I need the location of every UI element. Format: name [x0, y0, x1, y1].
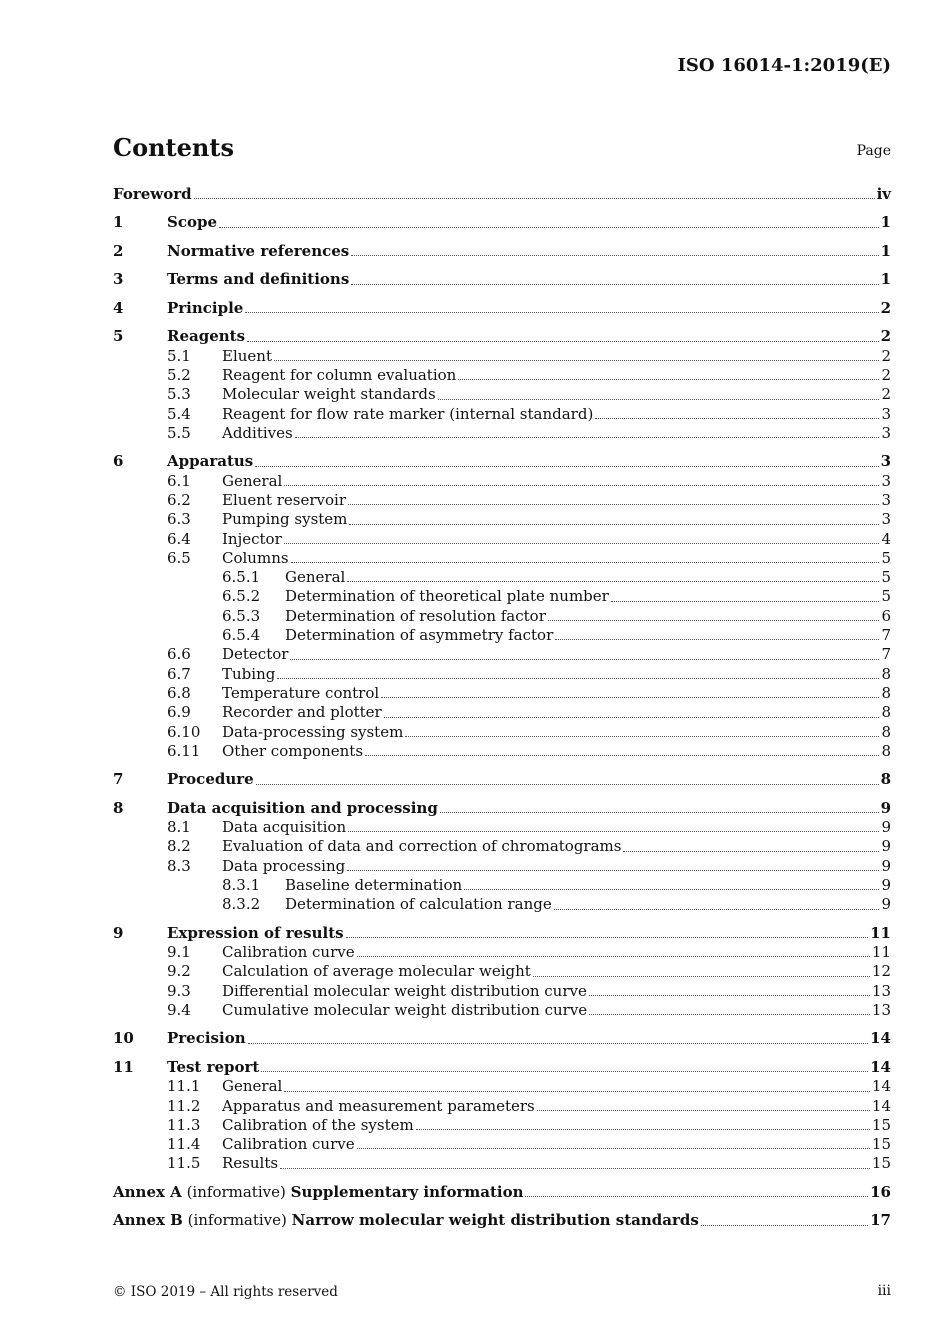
toc-entry-title: Data-processing system — [222, 722, 404, 741]
toc-entry-page: 8 — [881, 683, 891, 702]
dot-leader — [261, 1071, 868, 1072]
toc-entry-title: Calibration curve — [222, 1135, 355, 1154]
toc-entry-title: Evaluation of data and correction of chromatograms — [222, 837, 622, 856]
toc-entry-number: 6.9 — [167, 703, 191, 722]
dot-leader — [277, 678, 879, 679]
toc-entry-title: Terms and definitions — [167, 270, 350, 289]
toc-entry-number: 5.2 — [167, 366, 191, 385]
toc-entry-page: 9 — [881, 895, 891, 914]
toc-entry-title: Calibration curve — [222, 943, 355, 962]
toc-entry-page: 11 — [871, 943, 891, 962]
toc-entry[interactable] — [113, 770, 891, 789]
page-column-label: Page — [856, 143, 891, 159]
toc-entry-page: 3 — [880, 452, 891, 471]
toc-entry-page: 2 — [881, 346, 891, 365]
toc-entry-title: Eluent reservoir — [222, 490, 347, 509]
toc-entry-page: 8 — [881, 703, 891, 722]
toc-entry[interactable] — [113, 185, 891, 204]
annex-heading — [113, 1211, 699, 1230]
dot-leader — [280, 1168, 870, 1169]
dot-leader — [245, 312, 878, 313]
toc-entry-title: General — [285, 568, 346, 587]
toc-entry-page: 16 — [870, 1182, 891, 1201]
toc-entry-number: 5.1 — [167, 346, 191, 365]
toc-entry-number: 11.5 — [167, 1154, 201, 1173]
toc-entry-title: Recorder and plotter — [222, 703, 382, 722]
toc-entry-number: 8.3 — [167, 856, 191, 875]
toc-entry-number: 3 — [113, 270, 124, 289]
toc-entry-page: 3 — [881, 423, 891, 442]
toc-entry[interactable] — [113, 895, 891, 914]
dot-leader — [589, 995, 870, 996]
toc-entry-page: 9 — [881, 818, 891, 837]
toc-entry-title: Cumulative molecular weight distribution curve — [222, 1000, 588, 1019]
toc-entry[interactable] — [113, 549, 891, 568]
toc-entry-page: 7 — [881, 626, 891, 645]
toc-entry-title: Molecular weight standards — [222, 385, 436, 404]
toc-entry-title: Data processing — [222, 856, 346, 875]
toc-entry-page: 15 — [871, 1154, 891, 1173]
annex-label: Annex A — [113, 1182, 182, 1201]
dot-leader — [548, 620, 880, 621]
toc-entry-title: Normative references — [167, 241, 350, 260]
dot-leader — [438, 399, 880, 400]
toc-entry[interactable] — [113, 1001, 891, 1020]
toc-entry[interactable] — [113, 385, 891, 404]
toc-entry-page: 5 — [881, 587, 891, 606]
toc-entry-page: 3 — [881, 471, 891, 490]
dot-leader — [351, 255, 878, 256]
toc-entry-page: 8 — [881, 722, 891, 741]
toc-entry[interactable] — [113, 924, 891, 943]
dot-leader — [291, 562, 880, 563]
toc-entry[interactable] — [113, 1097, 891, 1116]
toc-entry-page: 9 — [881, 856, 891, 875]
toc-entry-title: Other components — [222, 741, 364, 760]
dot-leader — [416, 1129, 870, 1130]
toc-entry[interactable] — [113, 607, 891, 626]
toc-entry[interactable] — [113, 962, 891, 981]
toc-entry-page: 1 — [880, 213, 891, 232]
dot-leader — [290, 659, 879, 660]
dot-leader — [284, 543, 880, 544]
dot-leader — [405, 736, 879, 737]
toc-annex-entry[interactable] — [113, 1183, 891, 1202]
toc-entry[interactable] — [113, 1029, 891, 1048]
toc-entry-number: 5.3 — [167, 385, 191, 404]
dot-leader — [194, 198, 875, 199]
toc-entry-page: 9 — [881, 876, 891, 894]
toc-entry-number: 9 — [113, 923, 124, 942]
toc-entry-number: 8.1 — [167, 818, 191, 837]
toc-entry[interactable] — [113, 491, 891, 510]
annex-label: Annex B — [113, 1211, 183, 1230]
toc-entry-number: 11.3 — [167, 1115, 201, 1134]
dot-leader — [440, 812, 879, 813]
dot-leader — [525, 1196, 868, 1197]
toc-entry-number: 6.5.4 — [222, 626, 261, 645]
toc-entry-title: Determination of asymmetry factor — [285, 626, 554, 645]
toc-entry-number: 8.2 — [167, 837, 191, 856]
toc-entry-title: Data acquisition and processing — [167, 798, 438, 817]
toc-entry[interactable] — [113, 299, 891, 318]
toc-entry-title: Foreword — [113, 185, 192, 203]
toc-entry-page: 9 — [881, 837, 891, 856]
toc-entry[interactable] — [113, 327, 891, 346]
toc-entry-title: General — [222, 1077, 283, 1096]
toc-entry-number: 6.2 — [167, 490, 191, 509]
toc-entry-number: 6.3 — [167, 510, 191, 529]
toc-entry-page: 14 — [871, 1077, 891, 1096]
toc-entry-page: 6 — [881, 606, 891, 625]
toc-entry-number: 5.5 — [167, 423, 191, 442]
toc-entry-page: 5 — [881, 568, 891, 587]
toc-entry-title: Data acquisition — [222, 818, 347, 837]
toc-entry-number: 10 — [113, 1029, 134, 1048]
toc-entry-title: Expression of results — [167, 923, 344, 942]
toc-entry-number: 9.3 — [167, 981, 191, 1000]
toc-entry[interactable] — [113, 1058, 891, 1077]
toc-entry[interactable] — [113, 530, 891, 549]
toc-entry-page: 15 — [871, 1135, 891, 1154]
toc-entry-number: 8.3.1 — [222, 876, 261, 894]
toc-entry[interactable] — [113, 1077, 891, 1096]
annex-title: Supplementary information — [290, 1182, 524, 1201]
toc-entry-title: Detector — [222, 645, 289, 664]
toc-entry[interactable] — [113, 452, 891, 471]
toc-entry[interactable] — [113, 510, 891, 529]
toc-entry-title: Columns — [222, 548, 289, 567]
dot-leader — [256, 784, 879, 785]
toc-entry-number: 5.4 — [167, 404, 191, 423]
toc-entry-number: 6.6 — [167, 645, 191, 664]
dot-leader — [347, 870, 879, 871]
toc-entry-title: Scope — [167, 213, 218, 232]
toc-entry[interactable] — [113, 645, 891, 664]
toc-entry-number: 6.7 — [167, 664, 191, 683]
dot-leader — [384, 717, 880, 718]
dot-leader — [348, 831, 879, 832]
toc-entry-title: Apparatus and measurement parameters — [222, 1096, 535, 1115]
toc-entry-title: Results — [222, 1154, 279, 1173]
toc-entry-title: Baseline determination — [285, 876, 463, 894]
toc-entry-page: 7 — [881, 645, 891, 664]
toc-entry[interactable] — [113, 857, 891, 876]
toc-entry-number: 6.1 — [167, 471, 191, 490]
toc-entry-number: 6 — [113, 452, 124, 471]
dot-leader — [595, 418, 879, 419]
toc-annex-entry[interactable] — [113, 1211, 891, 1230]
annex-title: Narrow molecular weight distribution standards — [291, 1211, 699, 1230]
annex-heading — [113, 1183, 523, 1202]
toc-entry-number: 1 — [113, 213, 124, 232]
toc-entry[interactable] — [113, 703, 891, 722]
dot-leader — [554, 909, 880, 910]
toc-entry-title: Determination of theoretical plate number — [285, 587, 609, 606]
toc-entry[interactable] — [113, 366, 891, 385]
toc-entry-number: 7 — [113, 770, 124, 789]
toc-entry-page: 15 — [871, 1115, 891, 1134]
dot-leader — [247, 341, 879, 342]
dot-leader — [537, 1110, 870, 1111]
toc-entry-number: 8 — [113, 798, 124, 817]
toc-entry-page: 13 — [871, 981, 891, 1000]
toc-entry-page: 1 — [880, 270, 891, 289]
toc-entry-page: 5 — [881, 548, 891, 567]
toc-entry[interactable] — [113, 270, 891, 289]
toc-entry[interactable] — [113, 405, 891, 424]
document-id: ISO 16014-1:2019(E) — [677, 55, 891, 76]
toc-entry-page: 14 — [870, 1057, 891, 1076]
toc-entry-title: Calibration of the system — [222, 1115, 414, 1134]
dot-leader — [533, 976, 870, 977]
toc-entry-page: 8 — [881, 741, 891, 760]
toc-entry[interactable] — [113, 876, 891, 895]
dot-leader — [346, 937, 869, 938]
toc-entry-number: 8.3.2 — [222, 895, 261, 914]
annex-type: (informative) — [186, 1182, 286, 1201]
dot-leader — [589, 1014, 870, 1015]
toc-entry[interactable] — [113, 943, 891, 962]
toc-entry[interactable] — [113, 626, 891, 645]
toc-entry-number: 9.2 — [167, 962, 191, 981]
toc-entry-number: 6.4 — [167, 529, 191, 548]
dot-leader — [295, 437, 880, 438]
toc-entry-title: Reagent for flow rate marker (internal standard) — [222, 404, 594, 423]
toc-entry-number: 11.2 — [167, 1096, 201, 1115]
toc-entry-title: Apparatus — [167, 452, 254, 471]
toc-entry[interactable] — [113, 684, 891, 703]
copyright-notice: © ISO 2019 – All rights reserved — [113, 1284, 338, 1300]
toc-entry-title: Temperature control — [222, 683, 380, 702]
dot-leader — [248, 1043, 869, 1044]
toc-entry-title: Injector — [222, 529, 282, 548]
toc-entry-page: 8 — [880, 770, 891, 789]
toc-entry[interactable] — [113, 1135, 891, 1154]
toc-entry[interactable] — [113, 723, 891, 742]
dot-leader — [255, 466, 878, 467]
toc-entry-title: Eluent — [222, 346, 272, 365]
dot-leader — [701, 1225, 868, 1226]
toc-entry[interactable] — [113, 1154, 891, 1173]
toc-entry-number: 5 — [113, 327, 124, 346]
dot-leader — [284, 1091, 870, 1092]
toc-entry-number: 9.4 — [167, 1000, 191, 1019]
page-number: iii — [877, 1283, 891, 1299]
toc-entry-page: 3 — [881, 404, 891, 423]
dot-leader — [348, 504, 879, 505]
page-title: Contents — [113, 133, 234, 162]
toc-entry-page: 4 — [881, 529, 891, 548]
toc-entry-title: Pumping system — [222, 510, 348, 529]
dot-leader — [349, 524, 879, 525]
toc-entry[interactable] — [113, 213, 891, 232]
toc-entry[interactable] — [113, 818, 891, 837]
dot-leader — [623, 851, 879, 852]
dot-leader — [219, 227, 879, 228]
dot-leader — [381, 697, 879, 698]
toc-entry[interactable] — [113, 587, 891, 606]
toc-entry-title: Tubing — [222, 664, 276, 683]
toc-entry-title: Determination of resolution factor — [285, 606, 546, 625]
toc-entry-page: 13 — [871, 1000, 891, 1019]
toc-entry-page: 2 — [881, 366, 891, 385]
dot-leader — [284, 485, 879, 486]
toc-entry-page: 17 — [870, 1211, 891, 1230]
toc-entry[interactable] — [113, 982, 891, 1001]
toc-entry-number: 6.5 — [167, 548, 191, 567]
toc-entry[interactable] — [113, 799, 891, 818]
toc-entry[interactable] — [113, 1116, 891, 1135]
dot-leader — [458, 379, 879, 380]
toc-entry-title: Reagents — [167, 327, 246, 346]
dot-leader — [555, 639, 879, 640]
dot-leader — [351, 284, 878, 285]
toc-entry[interactable] — [113, 665, 891, 684]
toc-entry-number: 6.5.2 — [222, 587, 261, 606]
dot-leader — [464, 889, 879, 890]
dot-leader — [365, 755, 879, 756]
toc-entry-number: 11.1 — [167, 1077, 201, 1096]
toc-entry-title: Additives — [222, 423, 293, 442]
toc-entry-title: Precision — [167, 1029, 246, 1048]
toc-entry[interactable] — [113, 472, 891, 491]
toc-entry[interactable] — [113, 242, 891, 261]
toc-entry-number: 2 — [113, 241, 124, 260]
toc-entry[interactable] — [113, 347, 891, 366]
toc-entry-page: 8 — [881, 664, 891, 683]
toc-entry-page: 3 — [881, 490, 891, 509]
toc-entry-title: Procedure — [167, 770, 254, 789]
toc-entry-page: 2 — [880, 298, 891, 317]
toc-entry-page: iv — [876, 185, 891, 203]
dot-leader — [347, 581, 879, 582]
toc-entry-page: 2 — [880, 327, 891, 346]
toc-entry-title: Reagent for column evaluation — [222, 366, 457, 385]
toc-entry-title: Determination of calculation range — [285, 895, 552, 914]
toc-entry-page: 12 — [871, 962, 891, 981]
toc-entry-page: 1 — [880, 241, 891, 260]
annex-type: (informative) — [187, 1211, 287, 1230]
dot-leader — [357, 1148, 870, 1149]
table-of-contents — [113, 185, 891, 1231]
toc-entry-page: 14 — [870, 1029, 891, 1048]
dot-leader — [611, 601, 880, 602]
dot-leader — [357, 956, 870, 957]
toc-entry[interactable] — [113, 742, 891, 761]
toc-entry-page: 3 — [881, 510, 891, 529]
toc-entry-title: Test report — [167, 1057, 260, 1076]
toc-entry-title: General — [222, 471, 283, 490]
toc-entry[interactable] — [113, 424, 891, 443]
toc-entry-title: Differential molecular weight distribution curve — [222, 981, 587, 1000]
toc-entry-number: 6.5.1 — [222, 568, 261, 587]
toc-entry-title: Principle — [167, 298, 244, 317]
toc-entry-page: 2 — [881, 385, 891, 404]
toc-entry-number: 6.10 — [167, 722, 201, 741]
toc-entry-number: 6.5.3 — [222, 606, 261, 625]
toc-entry[interactable] — [113, 837, 891, 856]
toc-entry-number: 9.1 — [167, 943, 191, 962]
toc-entry-page: 9 — [880, 798, 891, 817]
toc-entry-page: 11 — [870, 923, 891, 942]
toc-entry-number: 6.8 — [167, 683, 191, 702]
toc-entry-number: 4 — [113, 298, 124, 317]
toc-entry-page: 14 — [871, 1096, 891, 1115]
dot-leader — [274, 360, 879, 361]
toc-entry-number: 11.4 — [167, 1135, 201, 1154]
toc-entry-title: Calculation of average molecular weight — [222, 962, 531, 981]
toc-entry[interactable] — [113, 568, 891, 587]
toc-entry-number: 6.11 — [167, 741, 201, 760]
toc-entry-number: 11 — [113, 1057, 134, 1076]
